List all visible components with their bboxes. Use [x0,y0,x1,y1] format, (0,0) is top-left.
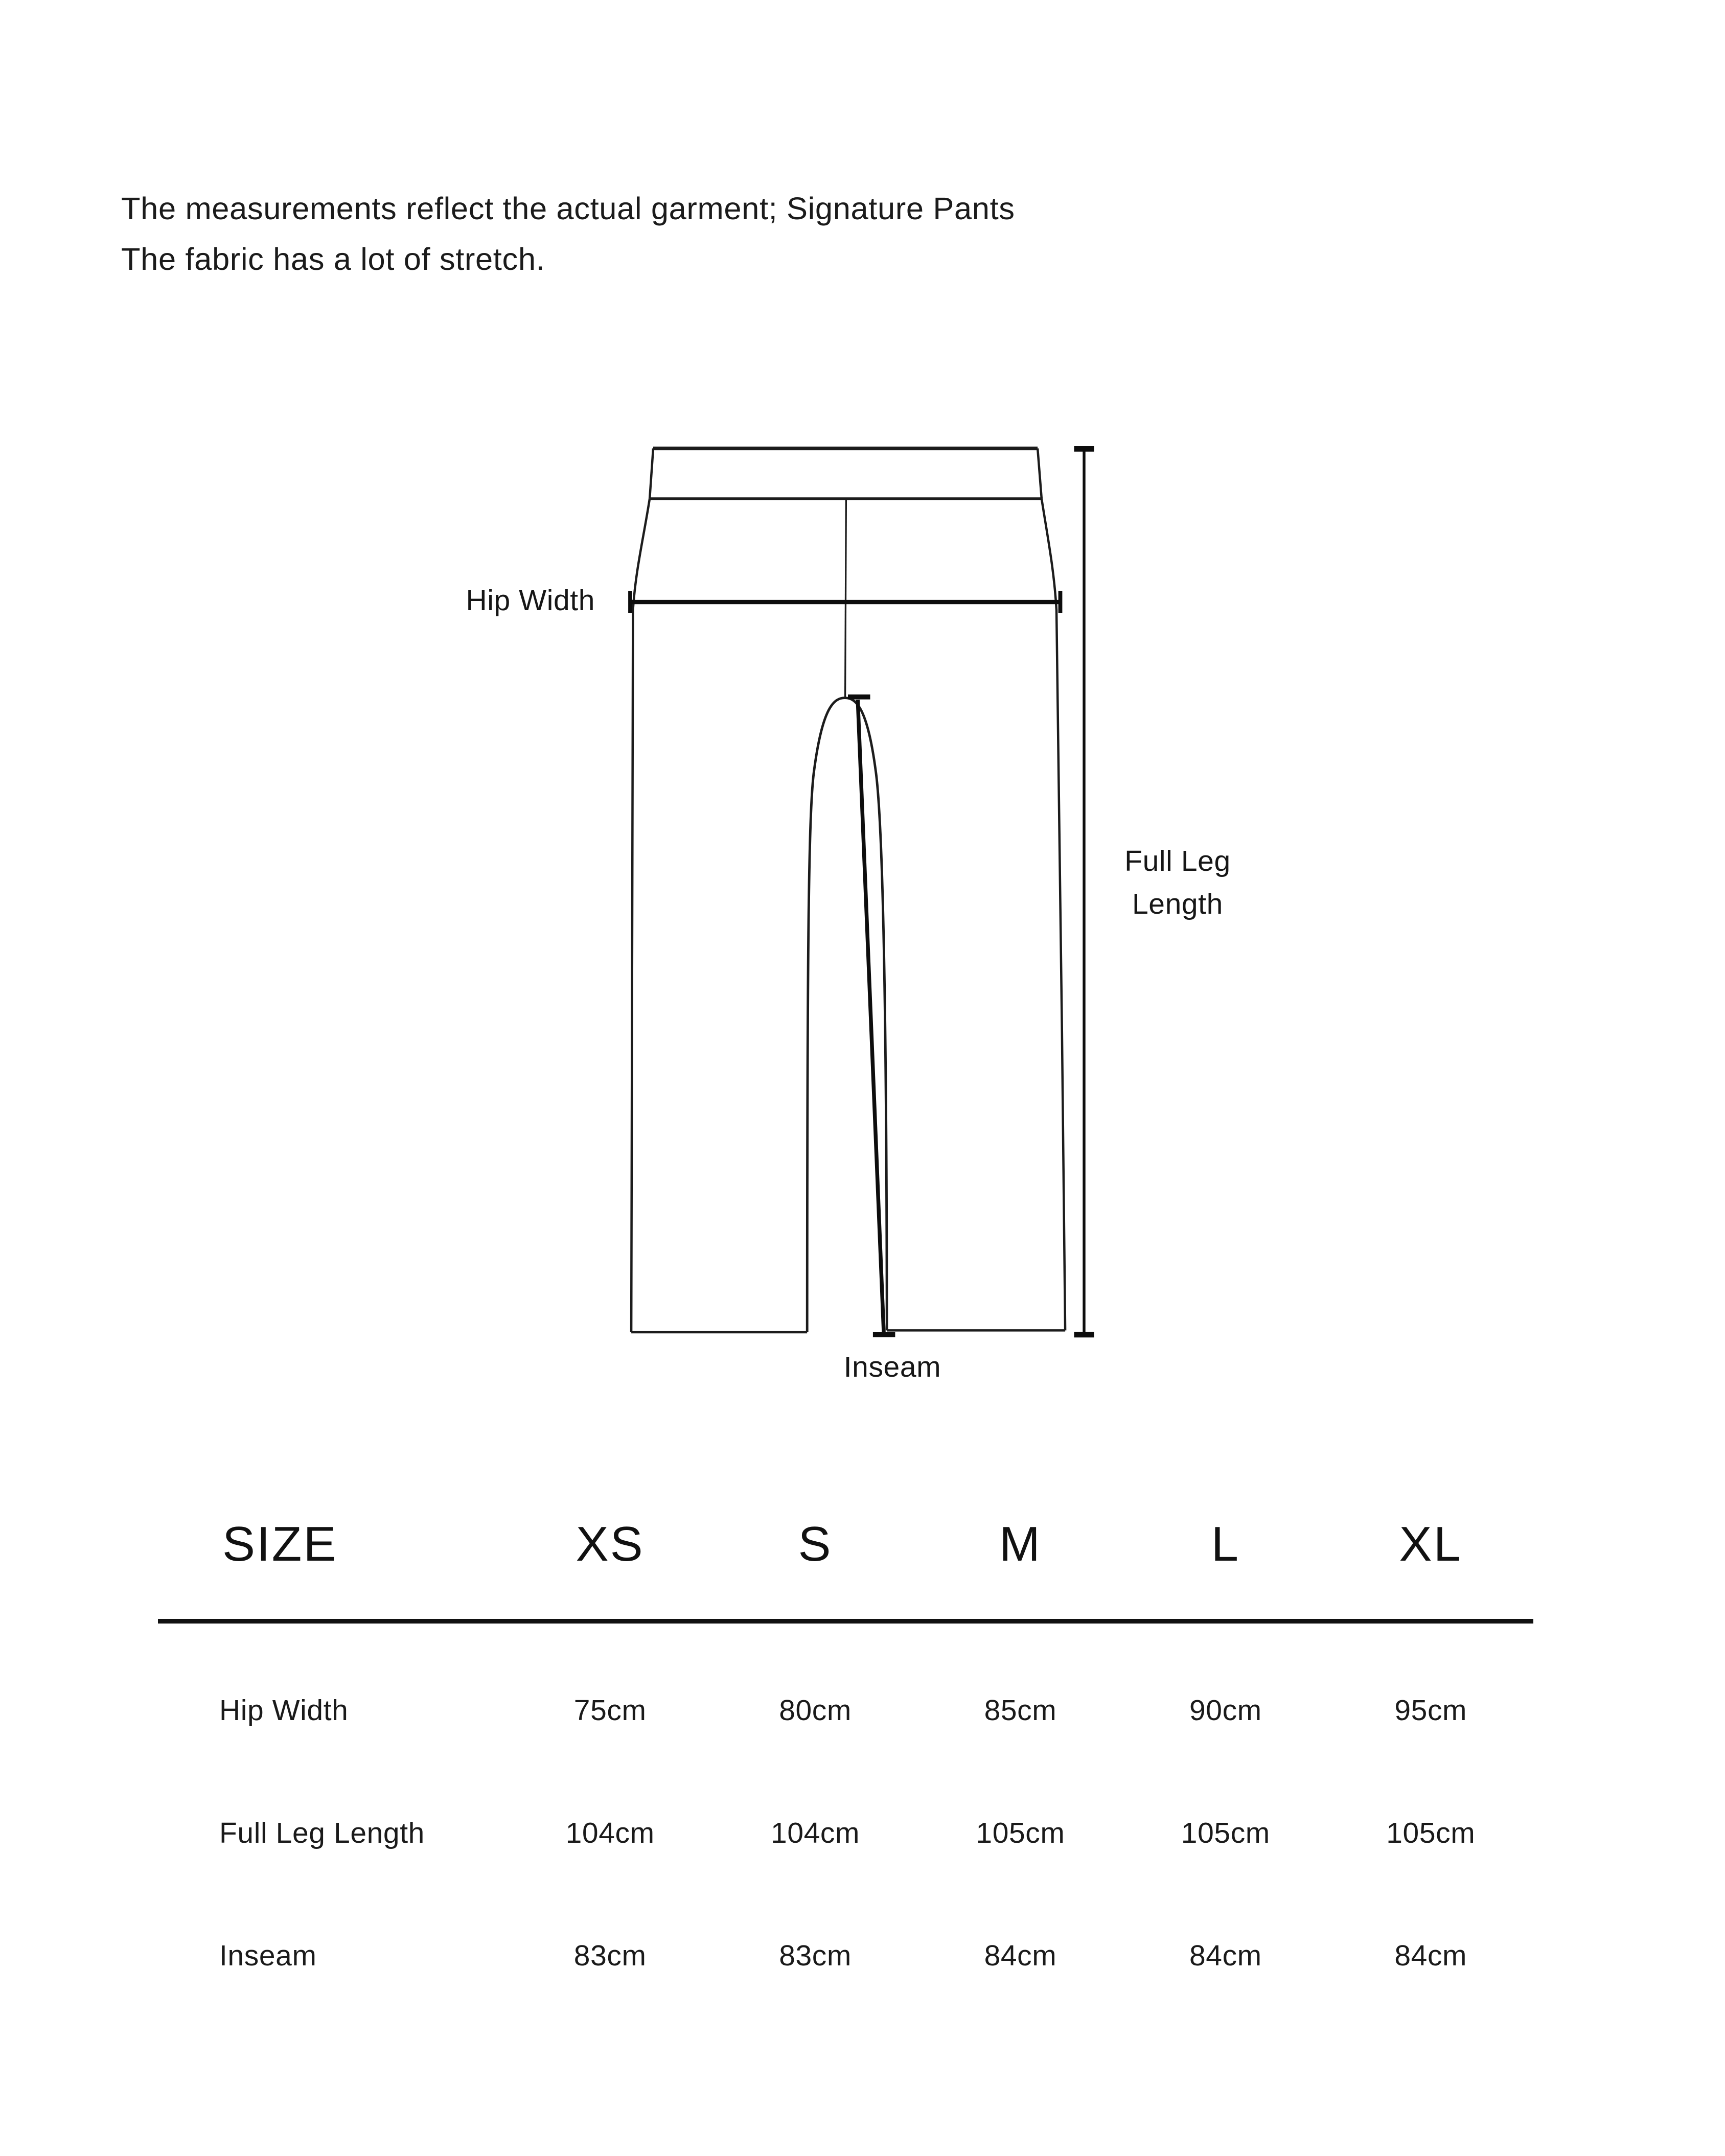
size-column-header-m: M [999,1516,1042,1571]
hip-width-l-value: 90cm [1189,1696,1262,1728]
table-row-full-leg-length [158,1774,1533,1896]
size-table-body [158,1651,1533,2019]
full-leg-length-xs-value: 104cm [565,1818,655,1850]
size-column-header-xs: XS [576,1516,645,1571]
row-label: Hip Width [219,1696,349,1728]
hip-width-s-value: 80cm [779,1696,852,1728]
right-outer-edge [1042,499,1065,1330]
hip-width-m-value: 85cm [984,1696,1057,1728]
size-table-header-label: SIZE [222,1516,338,1571]
inseam-xl-value: 84cm [1394,1941,1467,1973]
size-table [158,1502,1533,2019]
row-label: Inseam [219,1941,317,1973]
inseam-m-value: 84cm [984,1941,1057,1973]
full-leg-length-m-value: 105cm [976,1818,1065,1850]
hip-width-xs-value: 75cm [573,1696,647,1728]
row-label: Full Leg Length [219,1818,425,1850]
hip-width-annotation: Hip Width [466,586,595,618]
hip-width-xl-value: 95cm [1394,1696,1467,1728]
waistband-left-edge [650,448,653,498]
table-row-inseam [158,1896,1533,2019]
center-seam-line [845,499,846,698]
table-row-hip-width [158,1651,1533,1774]
size-table-divider [158,1619,1533,1624]
waistband-right-edge [1038,448,1042,498]
full-leg-length-annotation-line-2: Length [1132,889,1223,921]
full-leg-length-xl-value: 105cm [1386,1818,1476,1850]
inseam-dimension-line [858,700,884,1334]
inseam-xs-value: 83cm [573,1941,647,1973]
inseam-l-value: 84cm [1189,1941,1262,1973]
intro-line-1: The measurements reflect the actual garment; Signature Pants [121,192,1015,227]
full-leg-length-annotation [1101,842,1254,928]
full-leg-length-l-value: 105cm [1181,1818,1270,1850]
size-table-header-row [158,1502,1533,1587]
size-column-header-s: S [798,1516,833,1571]
intro-line-2: The fabric has a lot of stretch. [121,241,545,277]
full-leg-length-s-value: 104cm [771,1818,860,1850]
left-outer-edge [631,499,650,1332]
size-column-header-xl: XL [1399,1516,1462,1571]
inseam-s-value: 83cm [779,1941,852,1973]
inner-leg-outline [807,698,887,1332]
full-leg-length-annotation-line-1: Full Leg [1124,846,1231,878]
size-column-header-l: L [1211,1516,1240,1571]
inseam-annotation: Inseam [843,1352,941,1384]
